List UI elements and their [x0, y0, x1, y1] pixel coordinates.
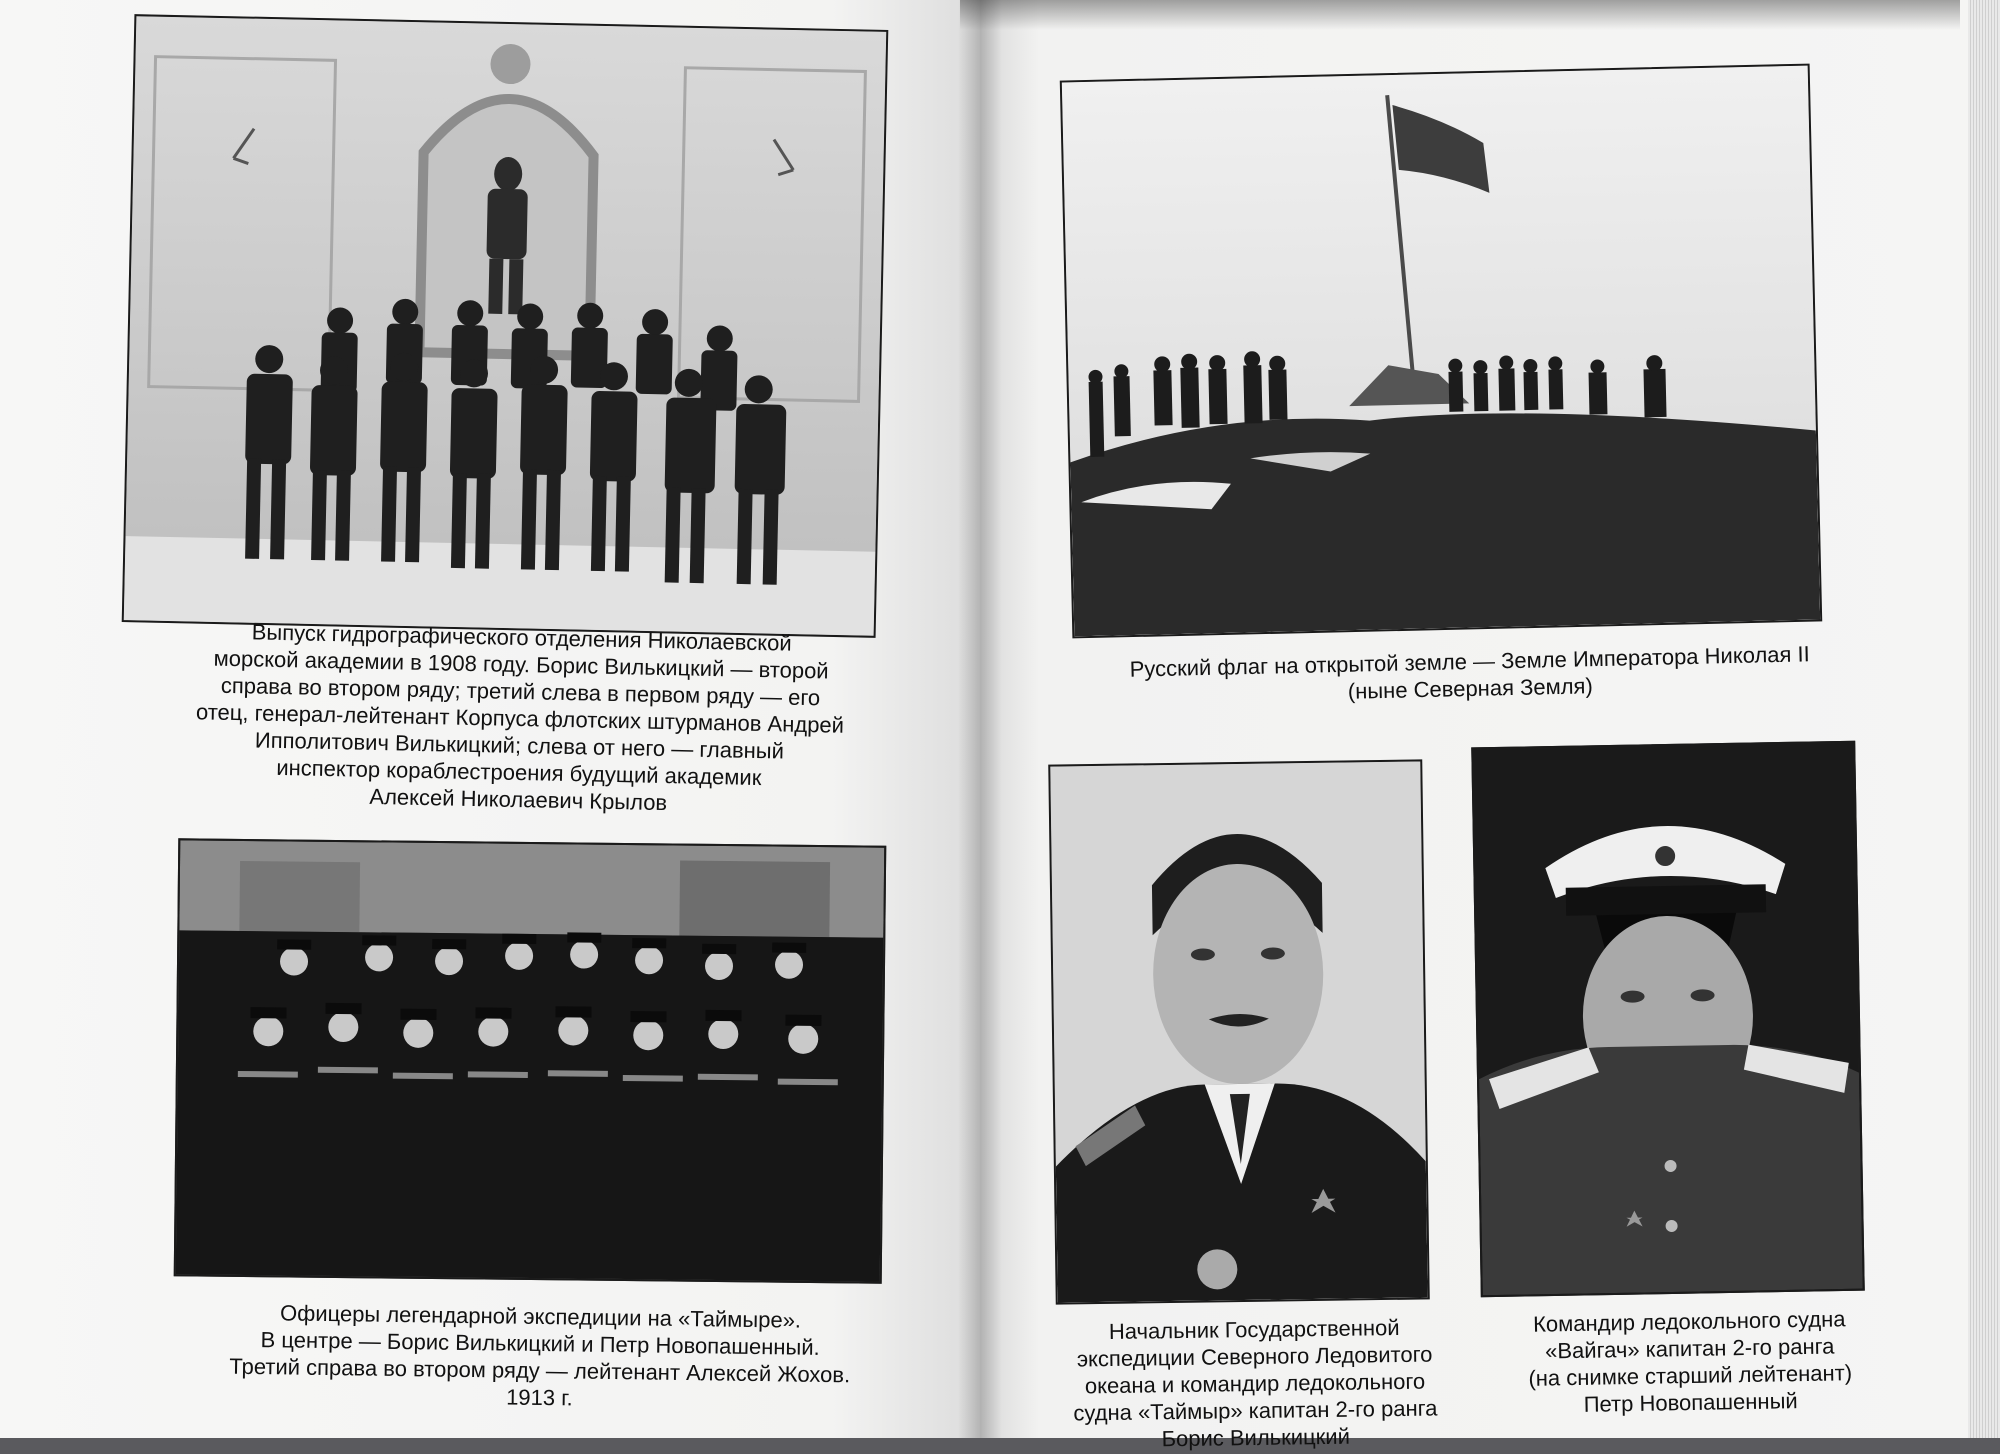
portrait-novopashenny-icon	[1473, 743, 1862, 1296]
vilkitsky-caption	[1059, 1313, 1451, 1453]
group-portrait-academy-icon	[124, 16, 886, 636]
caption-line: отец, генерал-лейтенант Корпуса флотских штурманов Андрей	[195, 699, 845, 738]
caption-line: В центре — Борис Вилькицкий и Петр Новопашенный.	[260, 1327, 820, 1360]
group-portrait-officers-icon	[176, 840, 885, 1281]
flag-photo	[1060, 64, 1822, 639]
officers-photo	[174, 838, 887, 1283]
caption-line: (ныне Северная Земля)	[1347, 673, 1594, 704]
caption-line: Третий справа во втором ряду — лейтенант Алексей Жохов.	[229, 1353, 851, 1388]
caption-line: «Вайгач» капитан 2-го ранга	[1544, 1333, 1835, 1364]
caption-line: 1913 г.	[505, 1384, 573, 1411]
graduation-caption	[158, 616, 882, 820]
caption-line: справа во втором ряду; третий слева в первом ряду — его	[220, 672, 821, 711]
caption-line: инспектор кораблестроения будущий академик	[276, 754, 762, 791]
top-shadow	[960, 0, 1960, 30]
book-gutter	[958, 0, 1002, 1438]
caption-line: Алексей Николаевич Крылов	[369, 783, 668, 816]
caption-line: Офицеры легендарной экспедиции на «Таймыре».	[279, 1300, 802, 1333]
caption-line: океана и командир ледокольного	[1084, 1368, 1426, 1399]
caption-line: Командир ледокольного судна	[1532, 1306, 1846, 1337]
caption-line: Выпуск гидрографического отделения Николаевской	[251, 619, 792, 656]
caption-line: экспедиции Северного Ледовитого	[1076, 1341, 1433, 1372]
caption-line: Петр Новопашенный	[1583, 1388, 1798, 1417]
caption-line: (на снимке старший лейтенант)	[1528, 1360, 1853, 1391]
caption-line: морской академии в 1908 году. Борис Вилькицкий — второй	[213, 645, 829, 684]
caption-line: Ипполитович Вилькицкий; слева от него — главный	[254, 727, 785, 764]
page-edges	[1968, 0, 2000, 1438]
novopashenny-photo	[1471, 741, 1865, 1298]
caption-line: Начальник Государственной	[1108, 1314, 1400, 1345]
vilkitsky-photo	[1048, 759, 1430, 1304]
novopashenny-caption	[1499, 1305, 1881, 1420]
caption-line: Борис Вилькицкий	[1161, 1423, 1351, 1452]
caption-line: судна «Таймыр» капитан 2-го ранга	[1073, 1395, 1438, 1426]
officers-caption	[199, 1298, 880, 1415]
graduation-photo	[122, 14, 889, 638]
portrait-vilkitsky-icon	[1050, 761, 1427, 1302]
caption-line: Русский флаг на открытой земле — Земле Императора Николая II	[1129, 641, 1810, 682]
flag-on-land-icon	[1062, 66, 1820, 637]
